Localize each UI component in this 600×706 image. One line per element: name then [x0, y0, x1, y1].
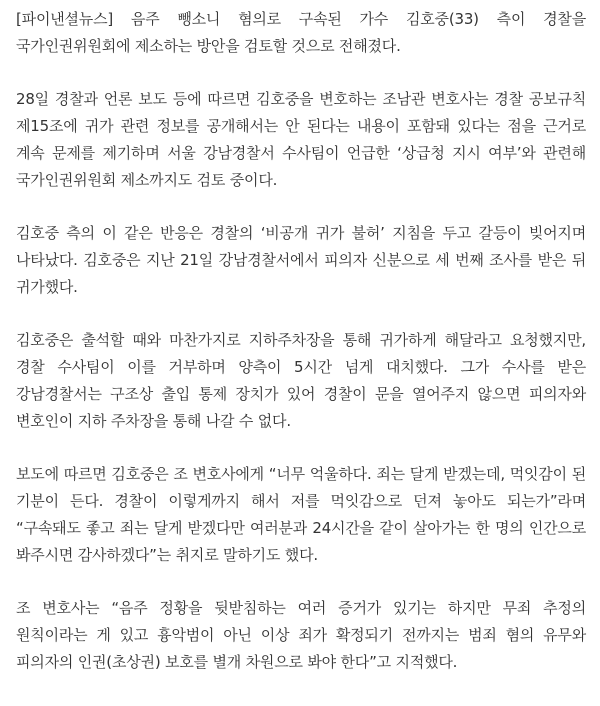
- article-paragraph: 28일 경찰과 언론 보도 등에 따르면 김호중을 변호하는 조남관 변호사는 경찰 공보규칙 제15조에 귀가 관련 정보를 공개해서는 안 된다는 내용이 포함돼 있다는 점을 근거로 계속 문제를 제기하며 서울 강남경찰서 수사팀이 언급한 ‘상급청 지시 여부’와 관련해 국가인권위원회 제소까지도 검토 중이다.: [16, 90, 586, 189]
- article-paragraph: 김호중은 출석할 때와 마찬가지로 지하주차장을 통해 귀가하게 해달라고 요청했지만, 경찰 수사팀이 이를 거부하며 양측이 5시간 넘게 대치했다. 그가 수사를 받은 강남경찰서는 구조상 출입 통제 장치가 있어 경찰이 문을 열어주지 않으면 피의자와 변호인이 지하 주차장을 통해 나갈 수 없다.: [16, 331, 586, 430]
- article-paragraph: 조 변호사는 “음주 정황을 뒷받침하는 여러 증거가 있기는 하지만 무죄 추정의 원칙이라는 게 있고 흉악범이 아닌 이상 죄가 확정되기 전까지는 범죄 혐의 유무와 피의자의 인권(초상권) 보호를 별개 차원으로 봐야 한다”고 지적했다.: [16, 599, 586, 671]
- article-paragraph: 보도에 따르면 김호중은 조 변호사에게 “너무 억울하다. 죄는 달게 받겠는데, 먹잇감이 된 기분이 든다. 경찰이 이렇게까지 해서 저를 먹잇감으로 던져 놓아도 되는가”라며 “구속돼도 좋고 죄는 달게 받겠다만 여러분과 24시간을 같이 살아가는 한 명의 인간으로 봐주시면 감사하겠다”는 취지로 말하기도 했다.: [16, 465, 587, 564]
- article-lead-paragraph: [파이낸셜뉴스] 음주 뺑소니 혐의로 구속된 가수 김호중(33) 측이 경찰을 국가인권위원회에 제소하는 방안을 검토할 것으로 전해졌다.: [16, 10, 586, 55]
- article-paragraph: 김호중 측의 이 같은 반응은 경찰의 ‘비공개 귀가 불허’ 지침을 두고 갈등이 빚어지며 나타났다. 김호중은 지난 21일 강남경찰서에서 피의자 신분으로 세 번째 조사를 받은 뒤 귀가했다.: [16, 224, 586, 296]
